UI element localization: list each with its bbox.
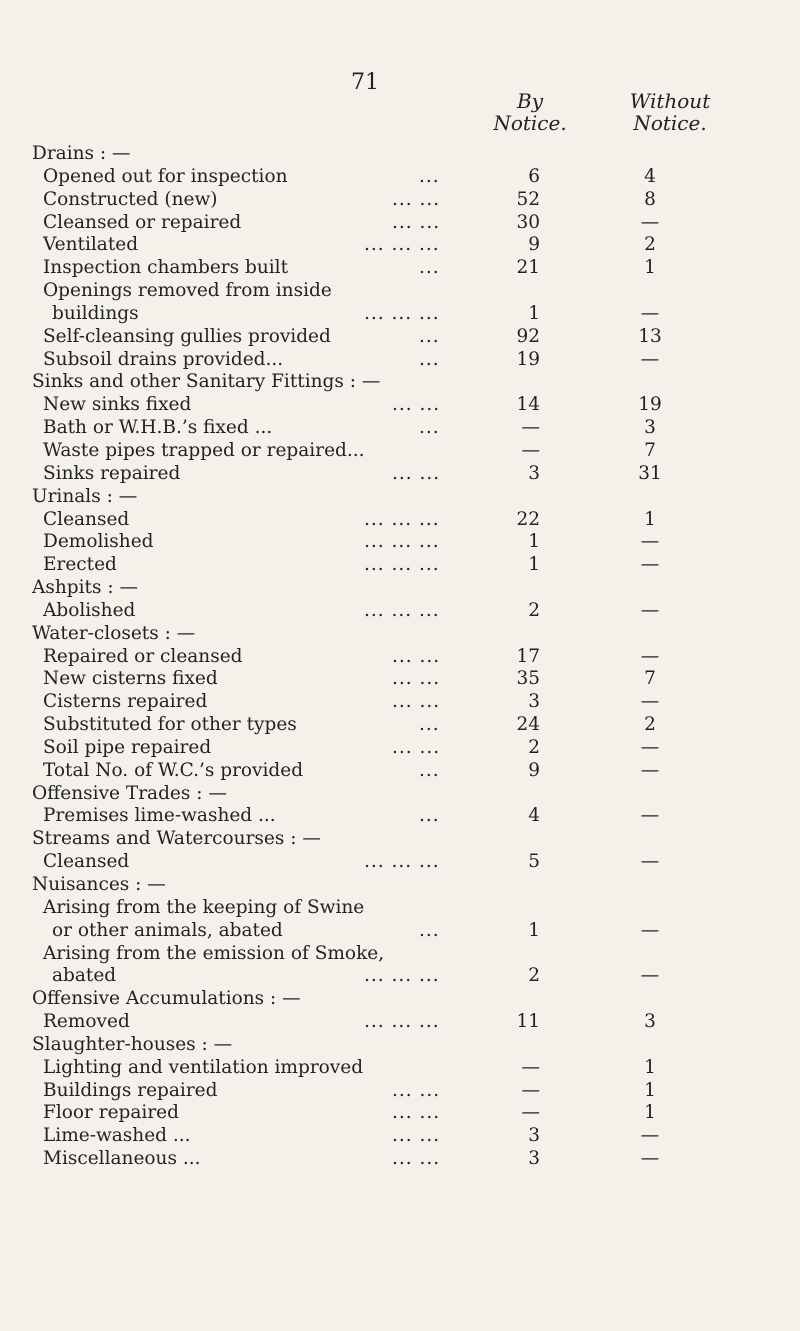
table-row <box>0 668 800 691</box>
by-notice-value: 11 <box>516 1011 540 1033</box>
row-label: Cleansed <box>43 508 130 530</box>
table-row <box>0 897 800 920</box>
by-notice-value: 1 <box>528 919 540 941</box>
without-notice-value: 4 <box>644 165 656 187</box>
column-header-by-notice <box>480 90 580 134</box>
row-label: Waste pipes trapped or repaired... <box>43 439 365 461</box>
by-notice-value: — <box>521 1102 540 1124</box>
leader-dots: ... ... ... <box>364 531 440 553</box>
without-notice-value: 1 <box>644 1102 656 1124</box>
row-label: Opened out for inspection <box>43 165 288 187</box>
leader-dots: ... <box>419 417 440 439</box>
section-heading-row <box>0 1034 800 1057</box>
table-row <box>0 326 800 349</box>
table-row <box>0 257 800 280</box>
leader-dots: ... ... <box>392 1148 441 1170</box>
without-notice-value: — <box>640 1148 660 1170</box>
table-row <box>0 965 800 988</box>
row-label: Demolished <box>43 531 154 553</box>
by-notice-value: 30 <box>516 211 540 233</box>
by-notice-value: 2 <box>528 736 540 758</box>
table-row <box>0 1057 800 1080</box>
table-row <box>0 1102 800 1125</box>
row-label: New sinks fixed <box>43 394 192 416</box>
without-notice-value: 3 <box>644 417 656 439</box>
row-label: Constructed (new) <box>43 188 218 210</box>
table-row <box>0 280 800 303</box>
row-label: Self-cleansing gullies provided <box>43 325 331 347</box>
leader-dots: ... <box>419 257 440 279</box>
table-row <box>0 417 800 440</box>
row-label: Openings removed from inside <box>43 280 332 302</box>
sanitary-works-table <box>0 143 800 1171</box>
section-heading: Water-closets : — <box>32 622 196 644</box>
table-row <box>0 600 800 623</box>
table-row <box>0 943 800 966</box>
leader-dots: ... ... <box>392 462 441 484</box>
row-label: Cisterns repaired <box>43 691 208 713</box>
without-notice-value: — <box>640 302 660 324</box>
leader-dots: ... <box>419 165 440 187</box>
table-row <box>0 166 800 189</box>
row-label: Inspection chambers built <box>43 257 289 279</box>
column-header-by-notice-line2: Notice. <box>493 111 567 135</box>
row-label: Erected <box>43 554 117 576</box>
without-notice-value: — <box>640 554 660 576</box>
leader-dots: ... ... <box>392 691 441 713</box>
by-notice-value: — <box>521 417 540 439</box>
by-notice-value: 35 <box>516 668 540 690</box>
row-label: Sinks repaired <box>43 462 181 484</box>
section-heading: Urinals : — <box>32 485 138 507</box>
by-notice-value: — <box>521 1056 540 1078</box>
without-notice-value: 1 <box>644 257 656 279</box>
without-notice-value: — <box>640 736 660 758</box>
row-label: Bath or W.H.B.’s fixed ... <box>43 417 273 439</box>
row-label: Lime-washed ... <box>43 1125 191 1147</box>
section-heading: Offensive Accumulations : — <box>32 988 301 1010</box>
row-label: Abolished <box>43 599 136 621</box>
by-notice-value: 17 <box>516 645 540 667</box>
without-notice-value: — <box>640 805 660 827</box>
row-label: Lighting and ventilation improved <box>43 1056 364 1078</box>
table-row <box>0 531 800 554</box>
leader-dots: ... <box>419 714 440 736</box>
without-notice-value: 2 <box>644 234 656 256</box>
section-heading-row <box>0 988 800 1011</box>
by-notice-value: 5 <box>528 851 540 873</box>
table-row <box>0 303 800 326</box>
row-label: Floor repaired <box>43 1102 179 1124</box>
by-notice-value: 3 <box>528 1125 540 1147</box>
column-header-without-notice <box>600 90 740 134</box>
row-label: Arising from the keeping of Swine <box>43 896 365 918</box>
table-row <box>0 805 800 828</box>
without-notice-value: — <box>640 759 660 781</box>
by-notice-value: 21 <box>516 257 540 279</box>
row-label: or other animals, abated <box>52 919 283 941</box>
by-notice-value: 19 <box>516 348 540 370</box>
leader-dots: ... <box>419 919 440 941</box>
without-notice-value: 3 <box>644 1011 656 1033</box>
without-notice-value: — <box>640 919 660 941</box>
without-notice-value: 13 <box>638 325 662 347</box>
by-notice-value: — <box>521 1079 540 1101</box>
table-row <box>0 1125 800 1148</box>
section-heading-row <box>0 623 800 646</box>
by-notice-value: 9 <box>528 234 540 256</box>
table-row <box>0 554 800 577</box>
page-number: 71 <box>351 70 379 95</box>
section-heading-row <box>0 577 800 600</box>
leader-dots: ... ... ... <box>364 965 440 987</box>
row-label: Repaired or cleansed <box>43 645 243 667</box>
section-heading-row <box>0 783 800 806</box>
without-notice-value: — <box>640 348 660 370</box>
without-notice-value: — <box>640 599 660 621</box>
leader-dots: ... ... ... <box>364 554 440 576</box>
leader-dots: ... ... ... <box>364 508 440 530</box>
leader-dots: ... ... <box>392 211 441 233</box>
row-label: Cleansed <box>43 851 130 873</box>
section-heading: Offensive Trades : — <box>32 782 227 804</box>
without-notice-value: — <box>640 1125 660 1147</box>
leader-dots: ... ... ... <box>364 302 440 324</box>
row-label: Soil pipe repaired <box>43 736 212 758</box>
table-row <box>0 440 800 463</box>
leader-dots: ... ... <box>392 1102 441 1124</box>
row-label: Buildings repaired <box>43 1079 218 1101</box>
table-row <box>0 760 800 783</box>
by-notice-value: 4 <box>528 805 540 827</box>
table-row <box>0 920 800 943</box>
column-header-without-notice-line1: Without <box>629 89 711 113</box>
without-notice-value: 31 <box>638 462 662 484</box>
table-row <box>0 851 800 874</box>
leader-dots: ... <box>419 805 440 827</box>
table-row <box>0 691 800 714</box>
by-notice-value: 92 <box>516 325 540 347</box>
table-row <box>0 1011 800 1034</box>
leader-dots: ... ... <box>392 668 441 690</box>
table-row <box>0 1148 800 1171</box>
leader-dots: ... ... <box>392 1079 441 1101</box>
without-notice-value: 7 <box>644 439 656 461</box>
table-row <box>0 714 800 737</box>
section-heading: Sinks and other Sanitary Fittings : — <box>32 371 381 393</box>
by-notice-value: 52 <box>516 188 540 210</box>
leader-dots: ... <box>419 759 440 781</box>
row-label: Substituted for other types <box>43 714 297 736</box>
without-notice-value: — <box>640 691 660 713</box>
leader-dots: ... ... <box>392 736 441 758</box>
row-label: Removed <box>43 1011 130 1033</box>
by-notice-value: 1 <box>528 554 540 576</box>
section-heading: Nuisances : — <box>32 874 166 895</box>
row-label: Arising from the emission of Smoke, <box>43 942 385 964</box>
row-label: abated <box>52 965 117 987</box>
without-notice-value: — <box>640 645 660 667</box>
without-notice-value: 19 <box>638 394 662 416</box>
section-heading: Ashpits : — <box>32 577 138 599</box>
leader-dots: ... ... ... <box>364 1011 440 1033</box>
by-notice-value: 2 <box>528 599 540 621</box>
without-notice-value: 1 <box>644 508 656 530</box>
by-notice-value: 2 <box>528 965 540 987</box>
section-heading-row <box>0 486 800 509</box>
by-notice-value: 3 <box>528 1148 540 1170</box>
by-notice-value: 1 <box>528 302 540 324</box>
without-notice-value: 1 <box>644 1056 656 1078</box>
without-notice-value: 2 <box>644 714 656 736</box>
row-label: New cisterns fixed <box>43 668 218 690</box>
without-notice-value: — <box>640 531 660 553</box>
without-notice-value: 8 <box>644 188 656 210</box>
leader-dots: ... <box>419 325 440 347</box>
leader-dots: ... ... <box>392 645 441 667</box>
table-row <box>0 234 800 257</box>
section-heading: Drains : — <box>32 143 131 164</box>
row-label: Subsoil drains provided... <box>43 348 284 370</box>
table-row <box>0 646 800 669</box>
leader-dots: ... ... <box>392 188 441 210</box>
by-notice-value: 24 <box>516 714 540 736</box>
without-notice-value: 1 <box>644 1079 656 1101</box>
row-label: Miscellaneous ... <box>43 1148 201 1170</box>
leader-dots: ... ... <box>392 394 441 416</box>
by-notice-value: 22 <box>516 508 540 530</box>
section-heading-row <box>0 143 800 166</box>
row-label: Ventilated <box>43 234 139 256</box>
row-label: Premises lime-washed ... <box>43 805 276 827</box>
without-notice-value: 7 <box>644 668 656 690</box>
by-notice-value: 9 <box>528 759 540 781</box>
row-label: buildings <box>52 302 139 324</box>
column-header-without-notice-line2: Notice. <box>633 111 707 135</box>
without-notice-value: — <box>640 851 660 873</box>
table-row <box>0 1080 800 1103</box>
by-notice-value: — <box>521 439 540 461</box>
table-row <box>0 509 800 532</box>
table-row <box>0 463 800 486</box>
without-notice-value: — <box>640 211 660 233</box>
table-row <box>0 394 800 417</box>
section-heading-row <box>0 874 800 897</box>
row-label: Cleansed or repaired <box>43 211 242 233</box>
table-row <box>0 737 800 760</box>
by-notice-value: 14 <box>516 394 540 416</box>
leader-dots: ... <box>419 348 440 370</box>
by-notice-value: 3 <box>528 462 540 484</box>
without-notice-value: — <box>640 965 660 987</box>
table-row <box>0 189 800 212</box>
section-heading-row <box>0 828 800 851</box>
section-heading: Streams and Watercourses : — <box>32 828 321 850</box>
row-label: Total No. of W.C.’s provided <box>43 759 304 781</box>
by-notice-value: 1 <box>528 531 540 553</box>
table-row <box>0 349 800 372</box>
leader-dots: ... ... ... <box>364 851 440 873</box>
by-notice-value: 6 <box>528 165 540 187</box>
table-row <box>0 212 800 235</box>
leader-dots: ... ... <box>392 1125 441 1147</box>
leader-dots: ... ... ... <box>364 599 440 621</box>
column-header-by-notice-line1: By <box>517 89 543 113</box>
by-notice-value: 3 <box>528 691 540 713</box>
section-heading-row <box>0 371 800 394</box>
section-heading: Slaughter-houses : — <box>32 1033 233 1055</box>
leader-dots: ... ... ... <box>364 234 440 256</box>
